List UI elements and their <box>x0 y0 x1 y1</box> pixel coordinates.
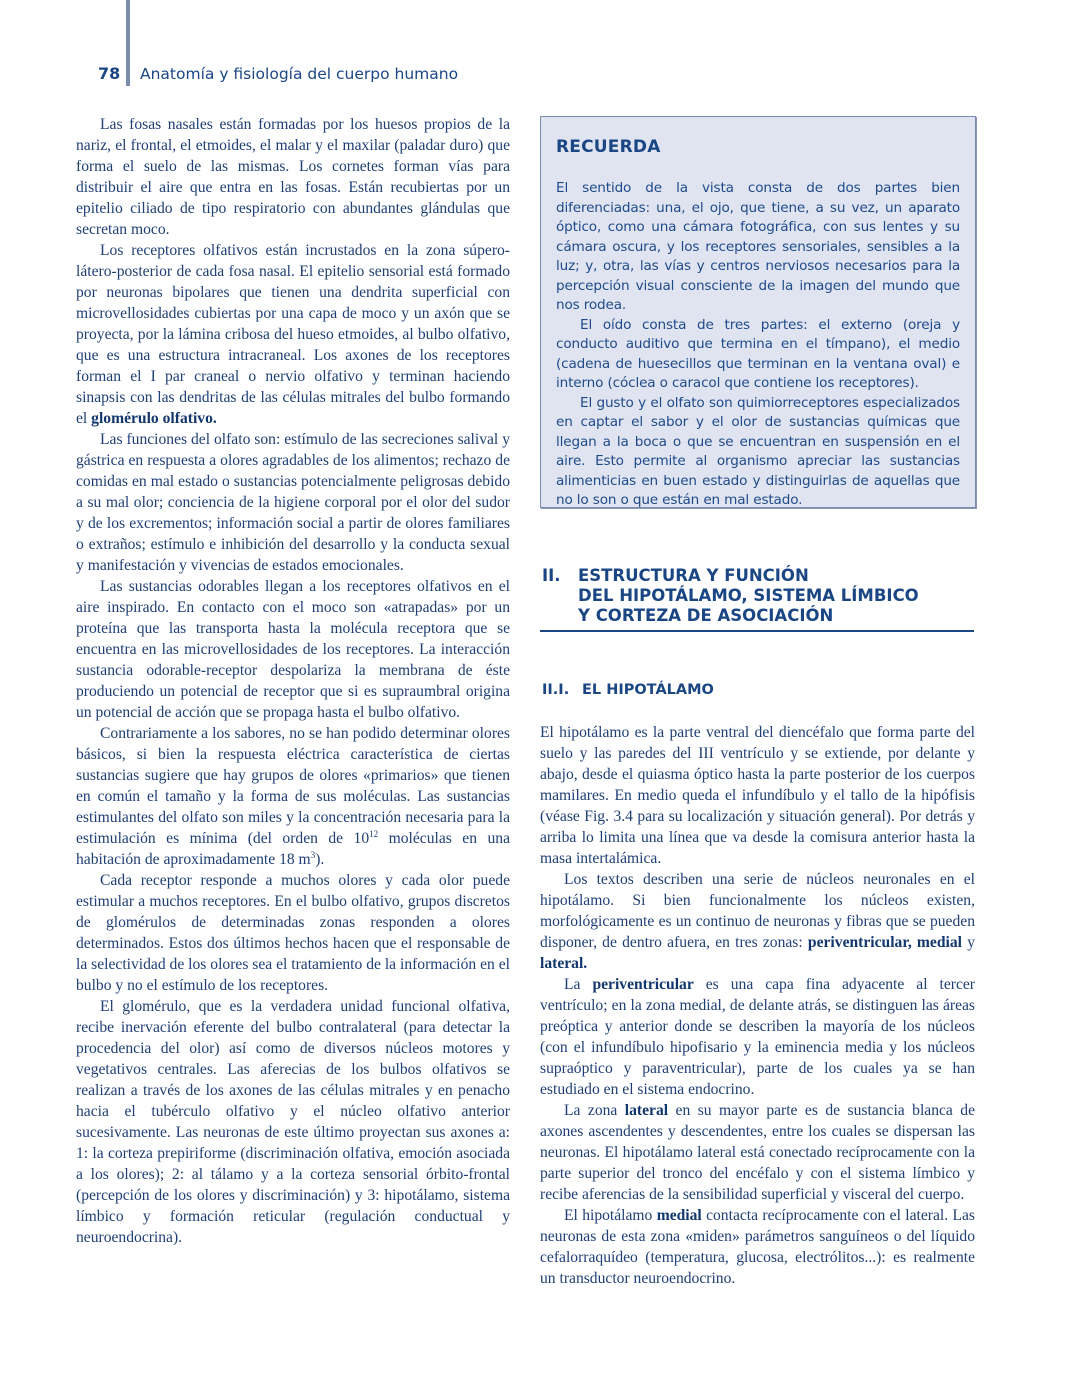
section-title-line: DEL HIPOTÁLAMO, SISTEMA LÍMBICO <box>578 586 919 605</box>
subsection-number: II.I. <box>542 682 570 698</box>
paragraph: Los receptores olfativos están incrustados en la zona súpero-látero-posterior de cada fosa nasal. El epitelio sensorial está formado por neuronas bipolares que tienen una dendrita superficial con microvellosidades cubiertas por una capa de moco y un axón que se proyecta, por la lámina cribosa del hueso etmoides, al bulbo olfativo, que es una estructura intracraneal. Los axones de los receptores forman el I par craneal o nervio olfativo y terminan haciendo sinapsis con las dendritas de las células mitrales del bulbo formando el glomérulo olfativo. <box>76 242 510 427</box>
subsection-heading <box>542 682 714 698</box>
left-column <box>76 114 510 1248</box>
paragraph: Cada receptor responde a muchos olores y cada olor puede estimular a muchos receptores. En el bulbo olfativo, grupos discretos de glomérulos de determinadas zonas responden a olores determinados. Estos dos últimos hechos hacen que el responsable de la selectividad de los olores sea el tratamiento de la información en el bulbo y no el estímulo de los receptores. <box>76 872 510 994</box>
box-paragraph: El gusto y el olfato son quimiorreceptores especializados en captar el sabor y el olor de sustancias químicas que llegan a la boca o que se encuentran en suspensión en el aire. Esto permite al organismo apreciar las sustancias alimenticias en buen estado y distinguirlas de aquellas que no lo son o que están en mal estado. <box>556 394 960 508</box>
paragraph: Las funciones del olfato son: estímulo de las secreciones salival y gástrica en respuesta a olores agradables de los alimentos; rechazo de comidas en mal estado o sustancias potencialmente peligrosas debido a su mal olor; conciencia de la higiene corporal por el olor del sudor y de los excrementos; información social a partir de olores familiares o extraños; estímulo e inhibición del desarrollo y la conducta sexual y manifestación y vivencias de estados emocionales. <box>76 431 510 574</box>
paragraph: El hipotálamo medial contacta recíprocamente con el lateral. Las neuronas de esta zona «miden» parámetros sanguíneos o del líquido cefalorraquídeo (temperatura, glucosa, electrólitos...): es realmente un transductor neuroendocrino. <box>540 1207 975 1287</box>
subsection-title: EL HIPOTÁLAMO <box>582 682 714 698</box>
section-number: II. <box>542 566 561 585</box>
page-number: 78 <box>98 64 121 83</box>
paragraph: Las sustancias odorables llegan a los receptores olfativos en el aire inspirado. En contacto con el moco son «atrapadas» por un proteína que las transporta hasta la molécula receptora que se encuentra en las microvellosidades de los receptores. La interacción sustancia odorable-receptor despolariza la membrana de éste produciendo un potencial de receptor que si es supraumbral origina un potencial de acción que se propaga hasta el bulbo olfativo. <box>76 578 510 721</box>
running-title: Anatomía y fisiología del cuerpo humano <box>140 65 459 83</box>
paragraph: Contrariamente a los sabores, no se han podido determinar olores básicos, si bien la respuesta eléctrica característica de ciertas sustancias sugiere que hay grupos de olores «primarios» que tienen en común el tamaño y la forma de sus moléculas. Las sustancias estimulantes del olfato son miles y la concentración necesaria para la estimulación es mínima (del orden de $10^{12}$ moléculas en una habitación de aproximadamente 18 $m^3$). <box>76 725 510 868</box>
recuerda-box <box>540 116 976 508</box>
right-column <box>540 722 975 1289</box>
running-header <box>98 64 458 88</box>
paragraph: Los textos describen una serie de núcleos neuronales en el hipotálamo. Si bien funcionalmente los núcleos existen, morfológicamente es un continuo de neuronas y fibras que se pueden disponer, de dentro afuera, en tres zonas: periventricular, medial y lateral. <box>540 871 975 972</box>
section-title-line: ESTRUCTURA Y FUNCIÓN <box>578 566 809 585</box>
box-paragraph: El sentido de la vista consta de dos partes bien diferenciadas: una, el ojo, que tiene, a su vez, un aparato óptico, como una cámara fotográfica, con sus lentes y su cámara oscura, y los receptores sensoriales, sensibles a la luz; y, otra, las vías y centros nerviosos necesarios para la percepción visual consciente de la imagen del mundo que nos rodea. <box>556 180 960 313</box>
box-body <box>556 179 960 511</box>
section-heading <box>540 566 974 632</box>
box-title: RECUERDA <box>556 137 661 157</box>
paragraph: Las fosas nasales están formadas por los huesos propios de la nariz, el frontal, el etmoides, el malar y el maxilar (paladar duro) que forma el suelo de las mismas. Los cornetes forman vías para distribuir el aire que entra en las fosas. Están recubiertas por un epitelio ciliado de tipo respiratorio con abundantes glándulas que secretan moco. <box>76 116 510 238</box>
section-title-line: Y CORTEZA DE ASOCIACIÓN <box>578 606 834 625</box>
paragraph: El glomérulo, que es la verdadera unidad funcional olfativa, recibe inervación eferente del bulbo contralateral (para detectar la procedencia del olor) así como de diversos núcleos motores y vegetativos centrales. Las aferecias de los bulbos olfativos se realizan a través de los axones de las células mitrales y en penacho hacia el tubérculo olfativo y el núcleo olfativo anterior sucesivamente. Las neuronas de este último proyectan sus axones a: 1: la corteza prepiriforme (discriminación olfativa, emoción asociada a los olores); 2: al tálamo y a la corteza sensorial órbito-frontal (percepción de los olores y discriminación) y 3: hipotálamo, sistema límbico y formación reticular (regulación conductual y neuroendocrina). <box>76 998 510 1246</box>
box-paragraph: El oído consta de tres partes: el externo (oreja y conducto auditivo que termina en el tímpano), el medio (cadena de huesecillos que terminan en la ventana oval) e interno (cóclea o caracol que contiene los receptores). <box>556 316 960 391</box>
paragraph: El hipotálamo es la parte ventral del diencéfalo que forma parte del suelo y las paredes del III ventrículo y se extiende, por delante y abajo, desde el quiasma óptico hasta la parte posterior de los cuerpos mamilares. En medio queda el infundíbulo y el tallo de la hipófisis (véase Fig. 3.4 para su localización y situación general). Por detrás y arriba lo limita una línea que va desde la comisura anterior hasta la masa intertalámica. <box>540 724 975 867</box>
paragraph: La zona lateral en su mayor parte es de sustancia blanca de axones ascendentes y descendentes, entre los cuales se dispersan las neuronas. El hipotálamo lateral está conectado recíprocamente con la parte superior del tronco del encéfalo y con el sistema límbico y recibe aferencias de la sensibilidad superficial y visceral del cuerpo. <box>540 1102 976 1203</box>
paragraph: La periventricular es una capa fina adyacente al tercer ventrículo; en la zona medial, de delante atrás, se distinguen las áreas preóptica y anterior donde se describen la mayoría de los núcleos (con el infundíbulo hipofisario y la eminencia media y los núcleos supraóptico y paraventricular), parte de los cuales ya se han estudiado en el sistema endocrino. <box>540 976 975 1098</box>
bold-term: glomérulo olfativo. <box>91 410 217 427</box>
